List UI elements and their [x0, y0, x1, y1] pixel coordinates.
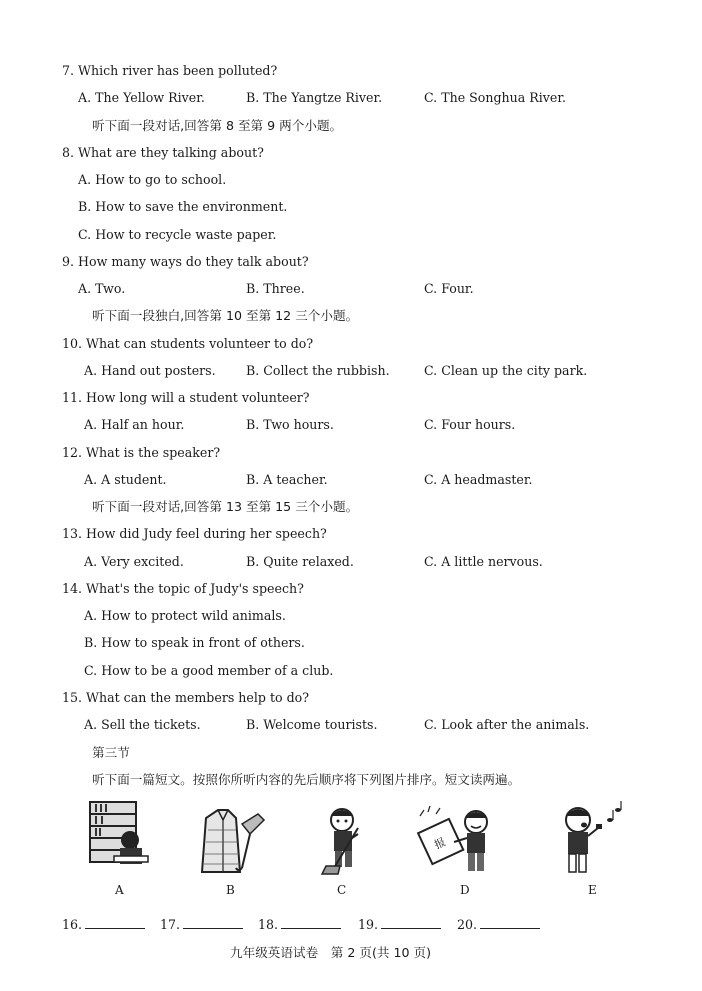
q15-option-c: C. Look after the animals. [424, 717, 590, 732]
q7-stem: 7. Which river has been polluted? [62, 63, 278, 78]
q11-option-c: C. Four hours. [424, 417, 516, 432]
q9-option-c: C. Four. [424, 281, 474, 296]
q12-option-c: C. A headmaster. [424, 472, 533, 487]
picture-b-label: B [226, 883, 235, 897]
q12-option-b: B. A teacher. [246, 472, 328, 487]
q14-option-b: B. How to speak in front of others. [84, 635, 305, 650]
page-footer: 九年级英语试卷 第 2 页(共 10 页) [230, 945, 432, 960]
intro-8-9: 听下面一段对话,回答第 8 至第 9 两个小题。 [92, 118, 343, 133]
picture-d-boy-with-poster [414, 802, 504, 878]
q7-option-b: B. The Yangtze River. [246, 90, 383, 105]
q13-option-b: B. Quite relaxed. [246, 554, 354, 569]
q12-option-a: A. A student. [84, 472, 167, 487]
q9-option-a: A. Two. [78, 281, 126, 296]
q10-option-c: C. Clean up the city park. [424, 363, 588, 378]
answer-line-16[interactable] [85, 916, 145, 929]
intro-10-12: 听下面一段独白,回答第 10 至第 12 三个小题。 [92, 308, 359, 323]
q10-option-b: B. Collect the rubbish. [246, 363, 390, 378]
q8-option-c: C. How to recycle waste paper. [78, 227, 277, 242]
q13-stem: 13. How did Judy feel during her speech? [62, 526, 327, 541]
q11-stem: 11. How long will a student volunteer? [62, 390, 310, 405]
picture-c-label: C [337, 883, 347, 897]
picture-a-bookshelf [88, 800, 152, 876]
picture-b-raincoat-umbrella [196, 806, 268, 876]
q14-stem: 14. What's the topic of Judy's speech? [62, 581, 304, 596]
answer-number-20: 20. [457, 917, 478, 932]
picture-e-label: E [588, 883, 597, 897]
answer-number-17: 17. [160, 917, 181, 932]
answer-blank-19[interactable] [358, 916, 441, 933]
q9-option-b: B. Three. [246, 281, 305, 296]
q8-option-b: B. How to save the environment. [78, 199, 288, 214]
answer-blank-20[interactable] [457, 916, 540, 933]
answer-blank-17[interactable] [160, 916, 243, 933]
q14-option-a: A. How to protect wild animals. [84, 608, 286, 623]
answer-number-19: 19. [358, 917, 379, 932]
q7-option-c: C. The Songhua River. [424, 90, 566, 105]
answer-line-18[interactable] [281, 916, 341, 929]
q13-option-a: A. Very excited. [84, 554, 184, 569]
q15-option-b: B. Welcome tourists. [246, 717, 378, 732]
picture-e-boy-singing [552, 800, 632, 878]
section3-title: 第三节 [92, 745, 130, 760]
q9-stem: 9. How many ways do they talk about? [62, 254, 309, 269]
q11-option-b: B. Two hours. [246, 417, 334, 432]
q7-option-a: A. The Yellow River. [78, 90, 205, 105]
q10-stem: 10. What can students volunteer to do? [62, 336, 314, 351]
q14-option-c: C. How to be a good member of a club. [84, 663, 334, 678]
section3-instruction: 听下面一篇短文。按照你所听内容的先后顺序将下列图片排序。短文读两遍。 [92, 772, 521, 787]
picture-c-boy-sweeping [312, 804, 376, 876]
poster-text: 报 [432, 835, 448, 852]
q11-option-a: A. Half an hour. [84, 417, 185, 432]
q10-option-a: A. Hand out posters. [84, 363, 216, 378]
picture-d-label: D [460, 883, 470, 897]
q15-stem: 15. What can the members help to do? [62, 690, 309, 705]
answer-number-16: 16. [62, 917, 83, 932]
picture-a-label: A [115, 883, 124, 897]
q12-stem: 12. What is the speaker? [62, 445, 221, 460]
answer-blank-16[interactable] [62, 916, 145, 933]
intro-13-15: 听下面一段对话,回答第 13 至第 15 三个小题。 [92, 499, 359, 514]
answer-line-17[interactable] [183, 916, 243, 929]
q8-option-a: A. How to go to school. [78, 172, 227, 187]
q13-option-c: C. A little nervous. [424, 554, 543, 569]
q8-stem: 8. What are they talking about? [62, 145, 264, 160]
answer-blank-18[interactable] [258, 916, 341, 933]
answer-number-18: 18. [258, 917, 279, 932]
q15-option-a: A. Sell the tickets. [84, 717, 201, 732]
answer-line-19[interactable] [381, 916, 441, 929]
answer-line-20[interactable] [480, 916, 540, 929]
